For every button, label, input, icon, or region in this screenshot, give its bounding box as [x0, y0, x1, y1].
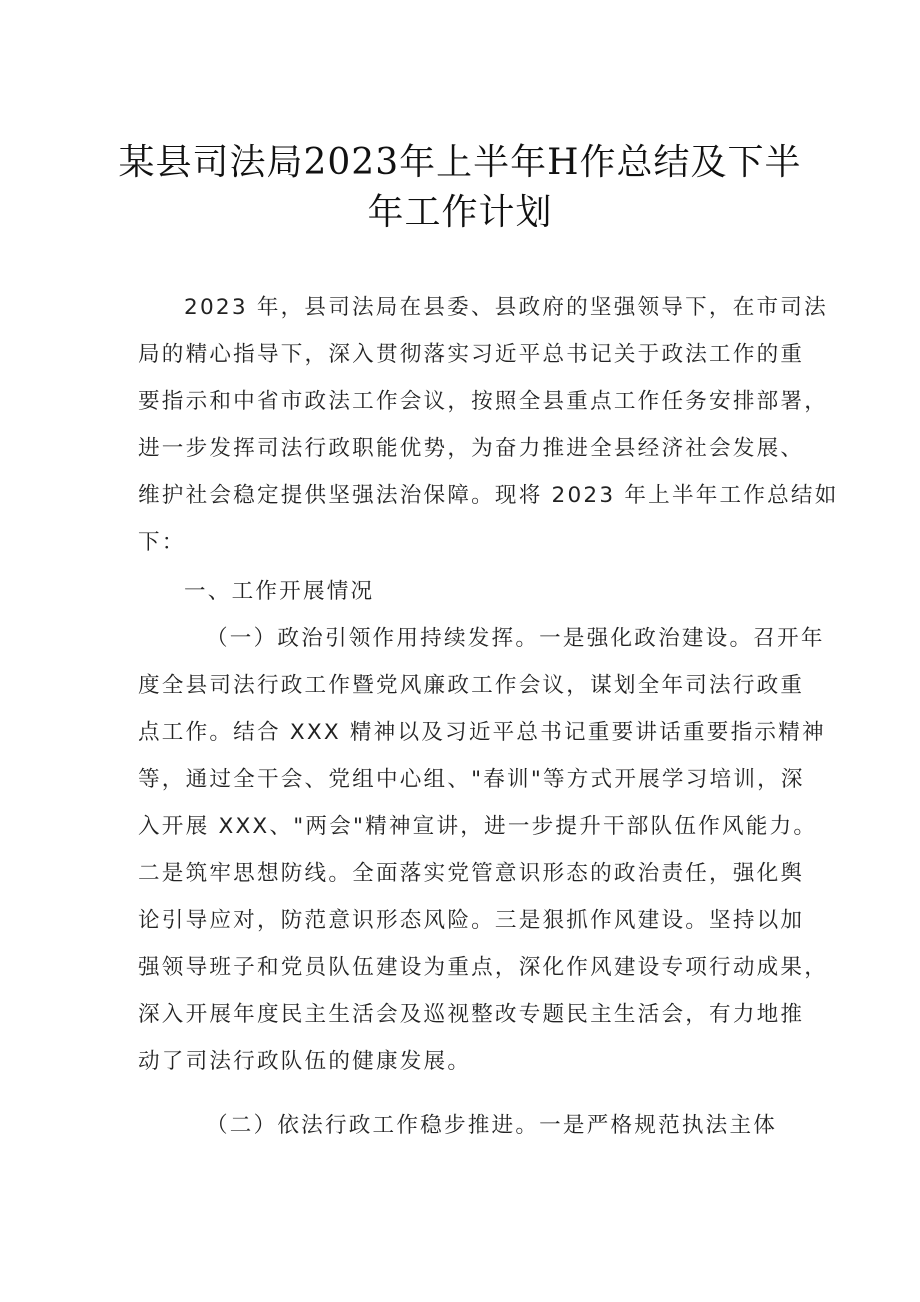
paragraph-line: 点工作。结合 XXX 精神以及习近平总书记重要讲话重要指示精神 — [138, 720, 826, 745]
paragraph-line: 进一步发挥司法行政职能优势，为奋力推进全县经济社会发展、 — [138, 436, 805, 461]
paragraph-line: 动了司法行政队伍的健康发展。 — [138, 1049, 472, 1074]
paragraph-line: 要指示和中省市政法工作会议，按照全县重点工作任务安排部署， — [138, 389, 829, 414]
paragraph-line: （二）依法行政工作稳步推进。一是严格规范执法主体 — [206, 1113, 778, 1138]
paragraph-line: 局的精心指导下，深入贯彻落实习近平总书记关于政法工作的重 — [138, 342, 805, 367]
section-heading-text: 一、工作开展情况 — [184, 579, 375, 604]
paragraph-line: 二是筑牢思想防线。全面落实党管意识形态的政治责任，强化舆 — [138, 861, 805, 886]
paragraph-line: 深入开展年度民主生活会及巡视整改专题民主生活会，有力地推 — [138, 1002, 805, 1027]
document-title-line-2: 年工作计划 — [367, 192, 553, 233]
paragraph-line: 论引导应对，防范意识形态风险。三是狠抓作风建设。坚持以加 — [138, 908, 805, 933]
paragraph-line: 下： — [138, 530, 186, 555]
paragraph-line: 度全县司法行政工作暨党风廉政工作会议，谋划全年司法行政重 — [138, 673, 805, 698]
paragraph-line: 维护社会稳定提供坚强法治保障。现将 2023 年上半年工作总结如 — [138, 483, 839, 508]
paragraph-line: 强领导班子和党员队伍建设为重点，深化作风建设专项行动成果， — [138, 955, 829, 980]
paragraph-line: （一）政治引领作用持续发挥。一是强化政治建设。召开年 — [206, 626, 825, 651]
paragraph-line: 等，通过全干会、党组中心组、"春训"等方式开展学习培训，深 — [138, 767, 805, 792]
paragraph-line: 2023 年，县司法局在县委、县政府的坚强领导下，在市司法 — [184, 295, 828, 320]
document-title-line-1: 某县司法局2023年上半年H作总结及下半 — [118, 142, 802, 183]
paragraph-line: 入开展 XXX、"两会"精神宣讲，进一步提升干部队伍作风能力。 — [138, 814, 818, 839]
